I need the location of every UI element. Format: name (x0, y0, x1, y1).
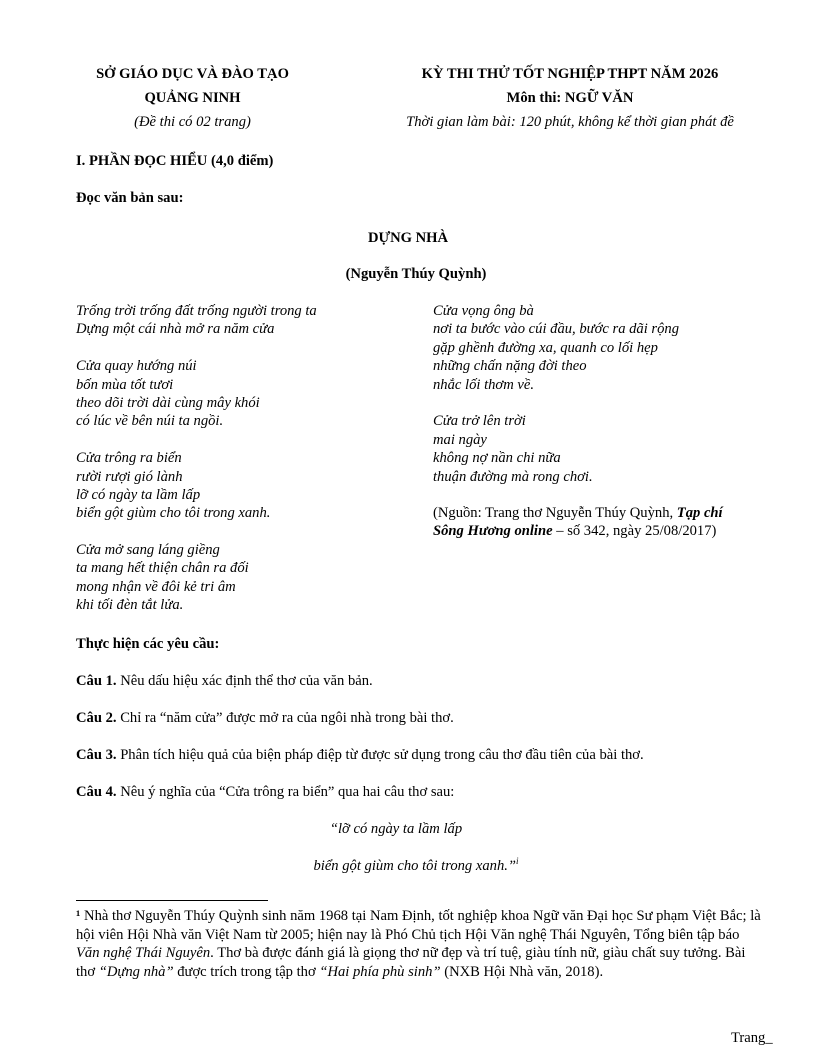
exam-subject: Môn thi: NGỮ VĂN (506, 90, 634, 106)
poem-line: Trống trời trống đất trống người trong ta (76, 303, 317, 319)
header-left (75, 62, 310, 134)
page-number: Trang_ (731, 1030, 773, 1046)
question-2: Câu 2. Chỉ ra “năm cửa” được mở ra của ngôi nhà trong bài thơ. (76, 710, 454, 726)
page-count-note: (Đề thi có 02 trang) (134, 114, 251, 130)
poem-line: theo dõi trời dài cùng mây khói (76, 394, 260, 411)
question-4: Câu 4. Nêu ý nghĩa của “Cửa trông ra biển” qua hai câu thơ sau: (76, 784, 455, 800)
journal-name-cont: Sông Hương online (433, 523, 553, 540)
section-instruction: Đọc văn bản sau: (76, 190, 184, 206)
poem-right-column (433, 302, 679, 486)
poem-line: nơi ta bước vào cúi đầu, bước ra dãi rộng (433, 321, 680, 338)
poem-line: rười rượi gió lành (76, 468, 183, 485)
poem-line: Cửa trông ra biển (76, 450, 182, 467)
section-title: I. PHẦN ĐỌC HIỂU (4,0 điểm) (76, 153, 274, 169)
tasks-heading: Thực hiện các yêu cầu: (76, 636, 220, 652)
poem-line: Cửa trở lên trời (433, 413, 526, 430)
footnote-divider (76, 900, 268, 901)
footnote: ¹ Nhà thơ Nguyễn Thúy Quỳnh sinh năm 1968 tại Nam Định, tốt nghiệp khoa Ngữ văn Đại học Sư phạm Việt Bắc; là hội viên Hội Nhà văn Việt Nam từ 2005; hiện nay là Phó Chủ tịch Hội Văn nghệ Thái Nguyên, Tổng biên tập báo Văn nghệ Thái Nguyên. Thơ bà được đánh giá là giọng thơ nữ đẹp và trí tuệ, giàu tính nữ, giàu chất suy tưởng. Bài thơ “Dựng nhà” được trích trong tập thơ “Hai phía phù sinh” (NXB Hội Nhà văn, 2018). (76, 908, 761, 980)
poem-line: Cửa quay hướng núi (76, 358, 197, 375)
poem-line: những chấn nặng đời theo (433, 358, 587, 375)
question-3: Câu 3. Phân tích hiệu quả của biện pháp điệp từ được sử dụng trong câu thơ đầu tiên của bài thơ. (76, 747, 644, 763)
question-1: Câu 1. Nêu dấu hiệu xác định thể thơ của văn bản. (76, 673, 373, 689)
quote-line-1: “lỡ có ngày ta lầm lấp (329, 821, 463, 837)
poem-line: Cửa mở sang láng giềng (76, 542, 220, 559)
poem-author: (Nguyễn Thúy Quỳnh) (345, 266, 487, 282)
poem-line: Dựng một cái nhà mở ra năm cửa (76, 321, 275, 338)
poem-source: (Nguồn: Trang thơ Nguyễn Thúy Quỳnh, Tạp chí Sông Hương online – số 342, ngày 25/08/2017) (433, 505, 723, 540)
exam-duration: Thời gian làm bài: 120 phút, không kể thời gian phát đề (406, 114, 734, 130)
poem-left-column (76, 302, 317, 615)
footnote-reference[interactable]: i (516, 856, 519, 867)
poem-line: mai ngày (433, 431, 487, 448)
poem-line: gặp ghềnh đường xa, quanh co lối hẹp (433, 339, 658, 356)
poem-line: không nợ nần chi nữa (433, 450, 561, 467)
department-name: SỞ GIÁO DỤC VÀ ĐÀO TẠO (96, 66, 289, 82)
poem-line: biển gột giùm cho tôi trong xanh. (76, 505, 271, 522)
header-right (380, 62, 760, 134)
poem-title: DỰNG NHÀ (367, 230, 449, 246)
poem-line: nhắc lối thơm về. (433, 376, 535, 393)
poem-line: mong nhận về đôi kẻ tri âm (76, 578, 236, 595)
province-name: QUẢNG NINH (144, 90, 241, 106)
poem-line: ta mang hết thiện chân ra đối (76, 560, 249, 577)
journal-name: Tạp chí (676, 505, 723, 521)
exam-title: KỲ THI THỬ TỐT NGHIỆP THPT NĂM 2026 (421, 66, 719, 82)
poem-line: có lúc về bên núi ta ngồi. (76, 413, 224, 430)
poem-line: Cửa vọng ông bà (433, 303, 534, 319)
poem-line: khi tối đèn tắt lửa. (76, 597, 184, 614)
quote-line-2: biển gột giùm cho tôi trong xanh.”$^i$ (313, 856, 519, 874)
poem-line: lỡ có ngày ta lầm lấp (76, 486, 201, 503)
footnote-marker: ¹ (76, 908, 81, 924)
poem-line: thuận đường mà rong chơi. (433, 468, 593, 485)
poem-line: bốn mùa tốt tươi (76, 376, 174, 393)
